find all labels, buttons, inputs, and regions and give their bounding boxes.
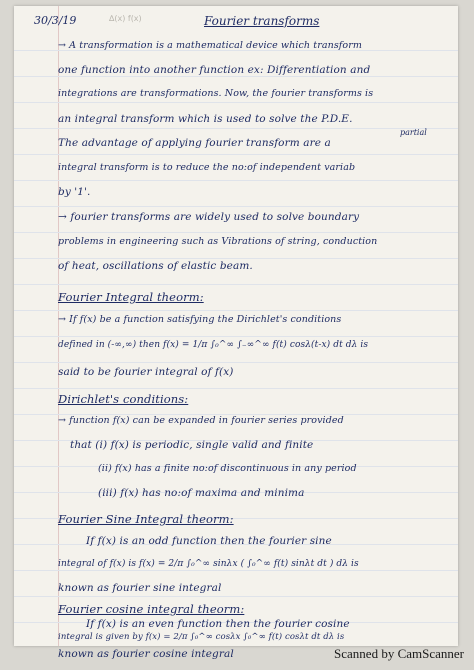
text-line: said to be fourier integral of f(x) (58, 366, 234, 378)
notebook-page (14, 6, 458, 646)
ruled-line (14, 310, 458, 311)
text-line: of heat, oscillations of elastic beam. (58, 260, 253, 272)
ruled-line (14, 232, 458, 233)
section-heading: Fourier Integral theorm: (58, 290, 204, 304)
section-heading: Fourier cosine integral theorm: (58, 602, 245, 616)
text-line: → A transformation is a mathematical device which transform (58, 40, 362, 51)
ruled-line (14, 284, 458, 285)
ruled-line (14, 570, 458, 571)
formula-line: integral is given by f(x) = 2/π ∫₀^∞ cosλx ∫₀^∞ f(t) cosλt dt dλ is (58, 632, 345, 642)
text-line: by '1'. (58, 186, 91, 198)
text-line: known as fourier sine integral (58, 582, 222, 594)
text-line: that (i) f(x) is periodic, single valid and finite (70, 439, 314, 451)
ruled-line (14, 76, 458, 77)
text-line: integrations are transformations. Now, the fourier transforms is (58, 88, 374, 99)
insertion-note: partial (400, 128, 427, 137)
ruled-line (14, 258, 458, 259)
text-line: The advantage of applying fourier transform are a (58, 137, 331, 149)
text-line: If f(x) is an even function then the fourier cosine (86, 618, 350, 630)
text-line: an integral transform which is used to solve the P.D.E. (58, 113, 353, 125)
ruled-line (14, 154, 458, 155)
page-title: Fourier transforms (204, 14, 320, 28)
formula-line: defined in (-∞,∞) then f(x) = 1/π ∫₀^∞ ∫₋∞^∞ f(t) cosλ(t-x) dt dλ is (58, 340, 369, 350)
ruled-line (14, 128, 458, 129)
text-line: If f(x) is an odd function then the fourier sine (86, 535, 332, 547)
ruled-line (14, 362, 458, 363)
section-heading: Dirichlet's conditions: (58, 392, 189, 406)
ruled-line (14, 336, 458, 337)
formula-line: integral of f(x) is f(x) = 2/π ∫₀^∞ sinλx ( ∫₀^∞ f(t) sinλt dt ) dλ is (58, 559, 359, 569)
text-line: (iii) f(x) has no:of maxima and minima (98, 487, 305, 499)
page-date: 30/3/19 (34, 14, 77, 27)
printed-header: ∆(x) f(x) (109, 14, 142, 23)
section-heading: Fourier Sine Integral theorm: (58, 512, 234, 526)
text-line: known as fourier cosine integral (58, 648, 234, 660)
text-line: (ii) f(x) has a finite no:of discontinuous in any period (98, 463, 357, 474)
ruled-line (14, 388, 458, 389)
text-line: → function f(x) can be expanded in fourier series provided (58, 415, 344, 426)
text-line: integral transform is to reduce the no:of independent variab (58, 162, 356, 173)
ruled-line (14, 180, 458, 181)
ruled-line (14, 102, 458, 103)
text-line: → fourier transforms are widely used to solve boundary (58, 211, 360, 223)
text-line: one function into another function ex: Differentiation and (58, 64, 371, 76)
scanner-watermark: Scanned by CamScanner (334, 646, 464, 661)
text-line: problems in engineering such as Vibrations of string, conduction (58, 236, 378, 247)
ruled-line (14, 206, 458, 207)
text-line: → If f(x) be a function satisfying the Dirichlet's conditions (58, 314, 342, 325)
ruled-line (14, 596, 458, 597)
